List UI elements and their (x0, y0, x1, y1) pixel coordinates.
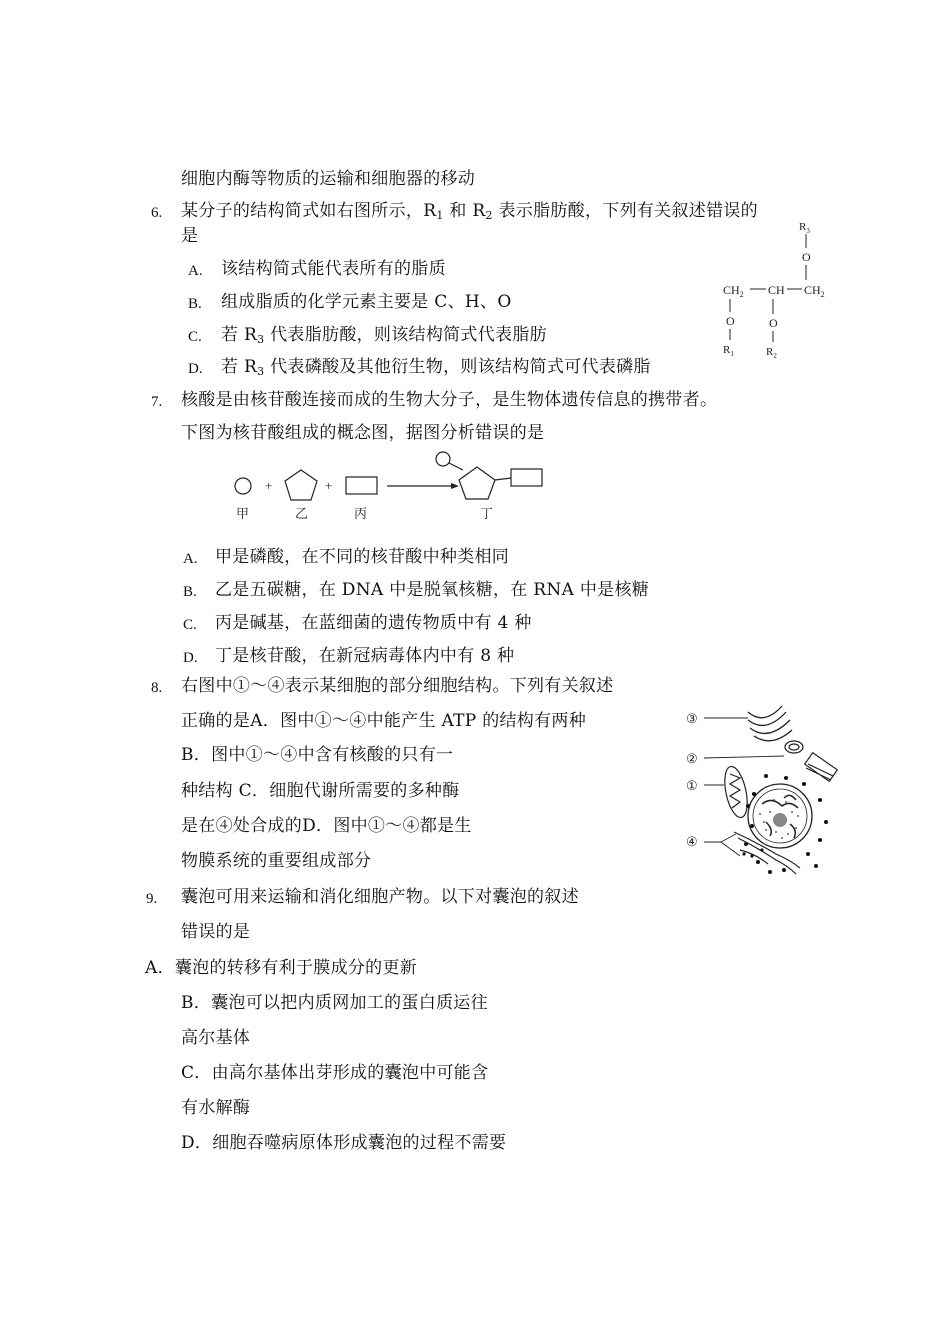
arrow-head (451, 483, 459, 489)
ch2-right: $CH_2$ (804, 283, 825, 299)
q7-option-c: 丙是碱基，在蓝细菌的遗传物质中有 4 种 (215, 613, 532, 633)
mitochondrion (721, 764, 751, 819)
q6-option-d: 若 $R_3$ 代表磷酸及其他衍生物，则该结构简式可代表磷脂 (221, 357, 651, 378)
phosphate-circle (235, 478, 251, 494)
q6-option-c: 若 $R_3$ 代表脂肪酸，则该结构简式代表脂肪 (221, 325, 547, 346)
q9-number: 9. (146, 891, 158, 907)
q7-option-b: 乙是五碳糖，在 DNA 中是脱氧核糖，在 RNA 中是核糖 (215, 580, 650, 600)
q9-option-b-cont: 高尔基体 (181, 1028, 251, 1048)
q9-option-a: A．囊泡的转移有利于膜成分的更新 (145, 958, 418, 978)
r2-label: $R_2$ (766, 346, 777, 360)
q9-option-b: B．囊泡可以把内质网加工的蛋白质运往 (181, 993, 488, 1013)
q6-option-b: 组成脂质的化学元素主要是 C、H、O (221, 292, 512, 312)
marker-4: ④ (686, 834, 698, 849)
q9-line-1: 囊泡可用来运输和消化细胞产物。以下对囊泡的叙述 (181, 887, 579, 907)
continued-text: 细胞内酶等物质的运输和细胞器的移动 (181, 169, 476, 189)
nucleotide-sugar (459, 467, 495, 499)
ch-middle: CH (768, 283, 785, 297)
nucleus (748, 784, 812, 848)
q7-number: 7. (151, 394, 163, 410)
q7-stem-cont: 下图为核苷酸组成的概念图，据图分析错误的是 (181, 423, 545, 443)
plus-1: + (265, 478, 273, 493)
q6-option-a: 该结构简式能代表所有的脂质 (221, 259, 446, 279)
q9-option-d: D．细胞吞噬病原体形成囊泡的过程不需要 (181, 1133, 507, 1153)
q9-option-c: C．由高尔基体出芽形成的囊泡中可能含 (181, 1063, 489, 1083)
q8-number: 8. (151, 680, 163, 696)
q7-option-c-label: C. (183, 617, 197, 633)
marker-2: ② (686, 751, 698, 766)
sugar-pentagon (285, 470, 317, 500)
q7-option-a-label: A. (183, 551, 198, 567)
q6-option-c-label: C. (188, 329, 202, 345)
q7-option-d: 丁是核苷酸，在新冠病毒体内中有 8 种 (215, 646, 515, 666)
q6-option-b-label: B. (188, 296, 202, 312)
q9-option-c-cont: 有水解酶 (181, 1098, 251, 1118)
nucleotide-phosphate (436, 452, 450, 466)
q8-line-1: 右图中①～④表示某细胞的部分细胞结构。下列有关叙述 (181, 676, 614, 696)
o-middle: O (769, 316, 778, 330)
r1-label: $R_1$ (723, 344, 734, 358)
q7-option-d-label: D. (183, 650, 198, 666)
q7-option-a: 甲是磷酸，在不同的核苷酸中种类相同 (215, 547, 510, 567)
nucleotide-diagram (225, 450, 555, 530)
q6-option-a-label: A. (188, 263, 203, 279)
r3-label: $R_3$ (799, 221, 810, 235)
q6-stem-cont: 是 (181, 226, 199, 246)
o-left: O (726, 314, 735, 328)
q8-line-2: 正确的是A．图中①～④中能产生 ATP 的结构有两种 (181, 711, 587, 731)
cell-structure-figure (686, 704, 846, 884)
label-jia: 甲 (236, 506, 250, 521)
lipid-structure-figure (718, 216, 838, 364)
q8-line-5: 是在④处合成的D．图中①～④都是生 (181, 816, 472, 836)
o-top: O (802, 250, 811, 264)
plus-2: + (325, 478, 333, 493)
golgi-apparatus (748, 706, 792, 741)
label-yi: 乙 (295, 506, 309, 521)
marker-1: ① (686, 778, 698, 793)
label-bing: 丙 (354, 506, 368, 521)
q6-stem: 某分子的结构简式如右图所示，$R_1$ 和 $R_2$ 表示脂肪酸，下列有关叙述错误的 (181, 201, 758, 222)
centriole (785, 741, 837, 781)
nucleotide-base (511, 469, 542, 486)
base-rectangle (346, 477, 377, 494)
label-ding: 丁 (480, 506, 494, 521)
q8-line-3: B．图中①～④中含有核酸的只有一 (181, 745, 454, 765)
q7-stem: 核酸是由核苷酸连接而成的生物大分子，是生物体遗传信息的携带者。 (181, 390, 718, 410)
q6-number: 6. (151, 205, 163, 221)
marker-3: ③ (686, 711, 698, 726)
q6-option-d-label: D. (188, 361, 203, 377)
q7-option-b-label: B. (183, 584, 197, 600)
ch2-left: $CH_2$ (723, 283, 744, 299)
q8-line-4: 种结构 C．细胞代谢所需要的多种酶 (181, 781, 460, 801)
q8-line-6: 物膜系统的重要组成部分 (181, 851, 372, 871)
q9-line-2: 错误的是 (181, 922, 251, 942)
